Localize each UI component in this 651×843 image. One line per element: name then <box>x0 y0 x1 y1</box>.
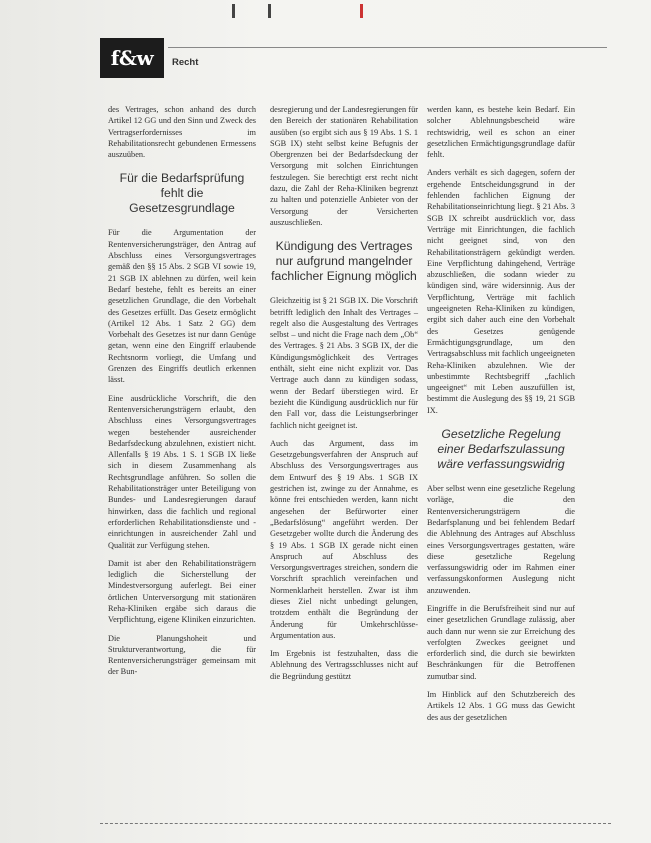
paragraph: Die Planungshoheit und Strukturverantwortung, die für Rentenversicherungsträger gemeinsam mit der Bun- <box>108 633 256 677</box>
section-heading: Kündigung des Vertrages nur aufgrund mangelnder fachlicher Eignung möglich <box>271 239 417 284</box>
paragraph: Aber selbst wenn eine gesetzliche Regelung vorläge, die den Rentenversicherungsträgern die Bedarfsplanung und bei fehlendem Bedarf die Ablehnung des Antrages auf Abschluss eines Versorgungsvertrages gestatten, wäre diese gesetzliche Regelung verfassungswidrig oder im Rahmen einer verfassungskonformen Auslegung nicht anzuwenden. <box>427 484 575 595</box>
paragraph: Damit ist aber den Rehabilitationsträgern lediglich die Sicherstellung der Mindestversorgung auferlegt. Bei einer örtlichen Unterversorgung mit stationären Reha-Kliniken ergäbe sich daraus die Verpflichtung, eigene Kliniken einzurichten. <box>108 558 256 625</box>
section-label: Recht <box>172 57 199 68</box>
paragraph: Eingriffe in die Berufsfreiheit sind nur auf einer gesetzlichen Grundlage zulässig, aber auch dann nur wenn sie zur Erreichung des verfolgten Zweckes geeignet und erforderlich sind, die durch sie bewirkten Beschränkungen für die Betroffenen zumutbar sind. <box>427 603 575 681</box>
text-column-3 <box>427 104 575 730</box>
paragraph: Eine ausdrückliche Vorschrift, die den Rentenversicherungsträgern erlaubt, den Abschluss eines Versorgungsvertrages wegen bestehender ausreichender Bedarfsdeckung abzulehnen, existiert nicht. Allenfalls § 19 Abs. 1 S. 1 SGB IX ließe sich in diesem Zusammenhang als Rechtsgrundlage anführen. So sollen die Rehabilitationsträger unter Beteiligung von Bundes- und Landesregierungen darauf hinwirken, dass die fachlich und regional erforderlichen Rehabilitationsdienste und -einrichtungen in ausreichender Zahl und Qualität zur Verfügung stehen. <box>108 393 256 550</box>
paragraph: werden kann, es bestehe kein Bedarf. Ein solcher Ablehnungsbescheid wäre rechtswidrig, weil es schon an einer gesetzlichen Ermächtigungsgrundlage dafür fehlt. <box>427 105 575 160</box>
header-rule <box>168 47 607 48</box>
paragraph: Gleichzeitig ist § 21 SGB IX. Die Vorschrift betrifft lediglich den Inhalt des Vertrages – regelt also die Ausgestaltung des Vertrages selbst – und nicht die Frage nach dem „Ob“ des Vertrages. § 21 Abs. 3 SGB IX, der die Kündigungsmöglichkeit des Vertrages enthält, sieht eine nicht explizit vor. Das Vertrage auch dann zu kündigen sodass, wenn der Bedarf überstiegen wird. Er bezieht die Kündigung ausdrücklich nur für den Fall vor, dass die Leistungserbringer fachlich nicht geeignet ist. <box>270 296 418 430</box>
print-crop-marks <box>0 0 651 20</box>
footer-rule <box>100 823 611 824</box>
logo: f&w <box>100 38 164 78</box>
paragraph: Im Hinblick auf den Schutzbereich des Artikels 12 Abs. 1 GG muss das Gewicht des aus der gesetzlichen <box>427 690 575 722</box>
paragraph: Anders verhält es sich dagegen, sofern der ergehende Entscheidungsgrund in der fehlenden fachlichen Eignung der Rehabilitationseinrichtung liegt. § 21 Abs. 3 SGB IX schreibt ausdrücklich vor, dass Verträge mit Einrichtungen, die fachlich nicht geeignet sind, von den Rehabilitationsträgern gekündigt werden. Eine Verpflichtung dahingehend, Verträge abzuschließen, die sodann wieder zu kündigen sind, wäre widersinnig. Aus der Verpflichtung, Verträge mit fachlich ungeeigneten Reha-Kliniken zu kündigen, ergibt sich daher auch eine den Vorbehalt des Gesetzes genügende Ermächtigungsgrundlage, um den Vertragsabschluss mit fachlich ungeeigneten Reha-Kliniken abzulehnen. Wie der unbestimmte Rechtsbegriff „fachlich ungeeignet“ mit Leben auszufüllen ist, bestimmt die Auslegung des §§ 19, 21 SGB IX. <box>427 168 575 415</box>
paragraph: des Vertrages, schon anhand des durch Artikel 12 GG und den Sinn und Zweck des Vertragserfordernisses im Rehabilitationsrecht gebundenen Ermessens auszuüben. <box>108 105 256 160</box>
section-heading: Gesetzliche Regelung einer Bedarfszulassung wäre verfassungswidrig <box>437 427 565 472</box>
paragraph: Für die Argumentation der Rentenversicherungsträger, den Antrag auf Abschluss eines Versorgungsvertrages gemäß den §§ 15 Abs. 2 SGB VI sowie 19, 21 SGB IX ablehnen zu dürfen, weil kein Bedarf bestehe, fehlt es bereits an einer gesetzlichen Grundlage, die den Vorbehalt des Gesetzes erfüllt. Das Gesetz ermöglicht (Artikel 12 Abs. 1 Satz 2 GG) dem Vorbehalt des Gesetzes ist nur dann Genüge getan, wenn eine den Eingriff erlaubende Rechtsnorm vorliegt, die Umfang und Grenzen des Eingriffs deutlich erkennen lässt. <box>108 228 256 385</box>
text-column-1 <box>108 104 256 685</box>
section-heading: Für die Bedarfsprüfung fehlt die Gesetzesgrundlage <box>119 171 245 216</box>
paragraph: Im Ergebnis ist festzuhalten, dass die Ablehnung des Vertragsschlusses nicht auf die Begründung gestützt <box>270 649 418 681</box>
text-column-2 <box>270 104 418 689</box>
paragraph: desregierung und der Landesregierungen für den Bereich der stationären Rehabilitation ausüben (so ergibt sich aus § 19 Abs. 1 S. 1 SGB IX) steht selbst keine Befugnis der Obergrenzen bei der Bedarfsdeckung der Versorgung mit solchen Einrichtungen festzulegen. Sie berechtigt erst recht nicht dazu, die Zahl der Reha-Kliniken begrenzt zu halten und potenzielle Anbieter von der Versorgung der Versicherten auszuschließen. <box>270 105 418 227</box>
paragraph: Auch das Argument, dass im Gesetzgebungsverfahren der Anspruch auf Abschluss des Versorgungsvertrages aus dem Entwurf des § 19 Abs. 1 SGB IX gestrichen ist, zwinge zu der Annahme, es könne frei entschieden werden, kann nicht angesehen der Befürworter einer „Bedarfslösung“ angeführt werden. Der Gesetzgeber wollte durch die Änderung des § 19 Abs. 1 SGB IX gerade nicht einen Anspruch auf Abschluss des Versorgungsvertrages streichen, sondern die Vorschrift sprachlich vereinfachen und Normenklarheit herstellen. Zwar ist ihm dieses Ziel nicht unbedingt gelungen, trotzdem enthält die Begründung der Änderung für Umkehrschlüsse-Argumentation aus. <box>270 438 418 640</box>
